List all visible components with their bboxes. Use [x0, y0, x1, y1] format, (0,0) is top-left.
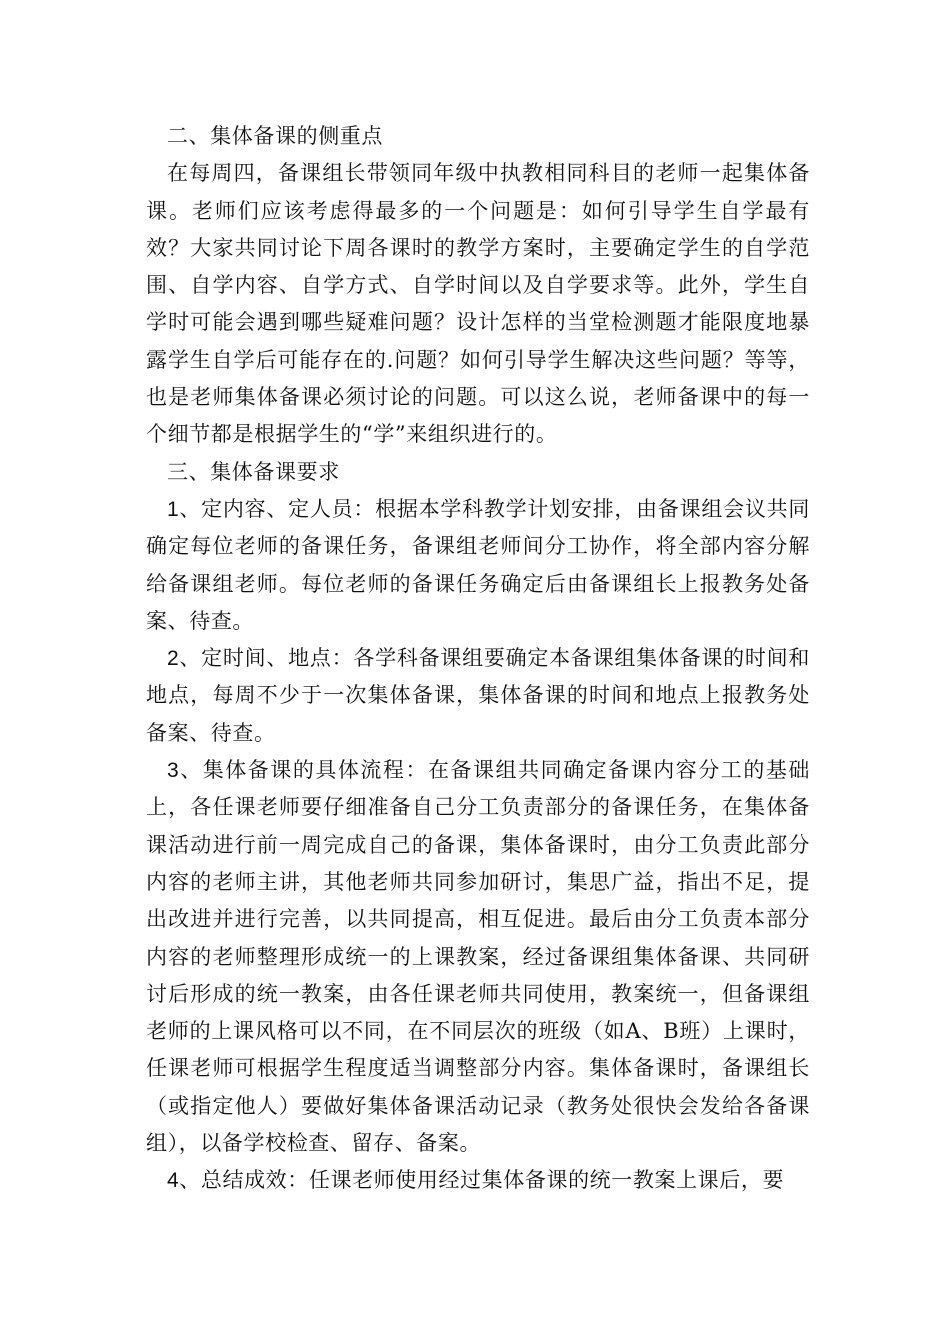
- requirement-item-3-text: 、集体备课的具体流程：在备课组共同确定备课内容分工的基础上，各任课老师要仔细准备自己分工负责部分的备课任务，在集体备课活动进行前一周完成自己的备课，集体备课时，由分工负责此部分内容的老师主讲，其他老师共同参加研讨，集思广益，指出不足，提出改进并进行完善，以共同提高，相互促进。最后由分工负责本部分内容的老师整理形成统一的上课教案，经过备课组集体备课、共同研讨后形成的统一教案，由各任课老师共同使用，教案统一，但备课组老师的上课风格可以不同，在不同层次的班级（如A、B班）上课时，任课老师可根据学生程度适当调整部分内容。集体备课时，备课组长（或指定他人）要做好集体备课活动记录（教务处很快会发给各备课组），以备学校检查、留存、备案。: [146, 758, 810, 1156]
- requirement-item-4-text: 、总结成效：任课老师使用经过集体备课的统一教案上课后，要: [179, 1168, 785, 1193]
- document-content: [146, 118, 810, 1200]
- requirement-item-2-number: 2: [167, 647, 180, 671]
- requirement-item-2-text: 、定时间、地点：各学科备课组要确定本备课组集体备课的时间和地点，每周不少于一次集体备课，集体备课的时间和地点上报教务处备案、待查。: [146, 646, 810, 745]
- section-3-heading: 三、集体备课要求: [167, 459, 340, 484]
- requirement-item-3: [146, 752, 810, 1162]
- requirement-item-2: [146, 640, 810, 752]
- requirement-item-3-number: 3: [167, 759, 180, 783]
- section-2-paragraph: 在每周四，备课组长带领同年级中执教相同科目的老师一起集体备课。老师们应该考虑得最多的一个问题是：如何引导学生自学最有效？大家共同讨论下周各课时的教学方案时，主要确定学生的自学范围、自学内容、自学方式、自学时间以及自学要求等。此外，学生自学时可能会遇到哪些疑难问题？设计怎样的当堂检测题才能限度地暴露学生自学后可能存在的.问题？如何引导学生解决这些问题？等等，也是老师集体备课必须讨论的问题。可以这么说，老师备课中的每一个细节都是根据学生的“学”来组织进行的。: [146, 161, 810, 447]
- requirement-item-4-number: 4: [167, 1169, 180, 1193]
- requirement-item-4: [146, 1162, 810, 1199]
- section-2-heading: 二、集体备课的侧重点: [167, 124, 383, 148]
- requirement-item-1-text: 、定内容、定人员：根据本学科教学计划安排，由备课组会议共同确定每位老师的备课任务，备课组老师间分工协作，将全部内容分解给备课组老师。每位老师的备课任务确定后由备课组长上报教务处备案、待查。: [146, 496, 810, 633]
- requirement-item-1: [146, 491, 810, 640]
- requirement-item-1-number: 1: [167, 497, 180, 521]
